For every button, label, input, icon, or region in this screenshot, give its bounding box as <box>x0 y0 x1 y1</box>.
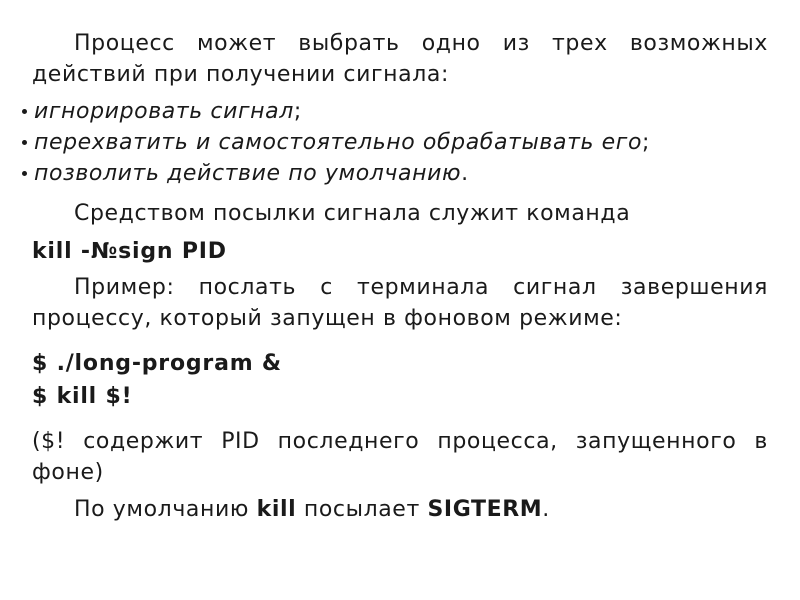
bullet-icon <box>22 140 27 145</box>
action-text: перехватить и самостоятельно обрабатывать его <box>34 130 643 155</box>
action-punct: ; <box>642 130 651 155</box>
action-punct: . <box>461 161 469 186</box>
example-command-background-launch: $ ./long-program & <box>32 351 282 376</box>
action-text: игнорировать сигнал <box>34 99 294 124</box>
bullet-icon <box>22 171 27 176</box>
list-item <box>22 127 650 158</box>
default-prefix: По умолчанию <box>74 497 257 522</box>
default-signal-paragraph <box>32 494 768 525</box>
default-suffix: . <box>542 497 550 522</box>
action-text: позволить действие по умолчанию <box>34 161 462 186</box>
send-signal-paragraph: Средством посылки сигнала служит команда <box>74 201 631 226</box>
intro-paragraph: Процесс может выбрать одно из трех возможных действий при получении сигнала: <box>32 31 768 87</box>
bullet-icon <box>22 109 27 114</box>
default-signal-name: SIGTERM <box>427 497 543 522</box>
note-paragraph: ($! содержит PID последнего процесса, запущенного в фоне) <box>32 429 768 485</box>
example-paragraph: Пример: послать с терминала сигнал завершения процессу, который запущен в фоновом режиме: <box>32 275 768 331</box>
action-punct: ; <box>293 99 302 124</box>
default-cmd: kill <box>256 497 297 522</box>
example-command-kill: $ kill $! <box>32 384 133 409</box>
list-item <box>22 158 650 189</box>
default-middle: посылает <box>296 497 428 522</box>
actions-list <box>22 96 650 189</box>
list-item <box>22 96 650 127</box>
kill-syntax: kill -№sign PID <box>32 239 227 264</box>
